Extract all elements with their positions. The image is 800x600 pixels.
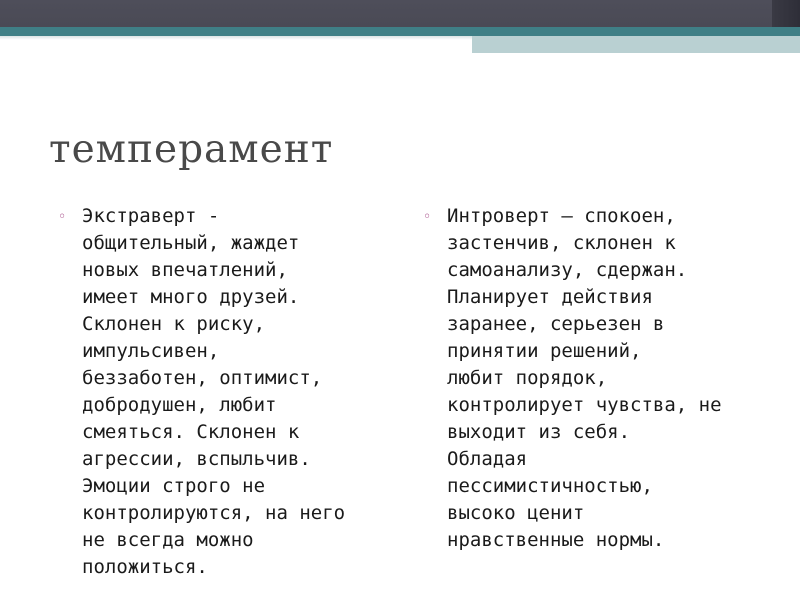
header-light-tab <box>472 36 800 53</box>
header-shadow <box>0 36 472 40</box>
list-item-extravert <box>58 203 398 581</box>
header-teal-stripe <box>0 27 800 36</box>
slide-title: темперамент <box>49 127 334 172</box>
introvert-description: Интроверт – спокоен, застенчив, склонен к самоанализу, сдержан. Планирует действия заранее, серьезен в принятии решений, любит порядок, контролирует чувства, не выходит из себя. Обладая пессимистичностью, высоко ценит нравственные нормы. <box>447 205 722 551</box>
left-column <box>58 203 398 581</box>
bullet-icon: ◦ <box>58 209 67 225</box>
right-column <box>423 203 773 554</box>
extravert-description: Экстраверт - общительный, жаждет новых впечатлений, имеет много друзей. Склонен к риску, импульсивен, беззаботен, оптимист, добродушен, любит смеяться. Склонен к агрессии, вспыльчив. Эмоции строго не контролируются, на него не всегда можно положиться. <box>82 205 346 578</box>
bullet-icon: ◦ <box>423 209 432 225</box>
header-dark-bar <box>0 0 800 27</box>
list-item-introvert <box>423 203 773 554</box>
